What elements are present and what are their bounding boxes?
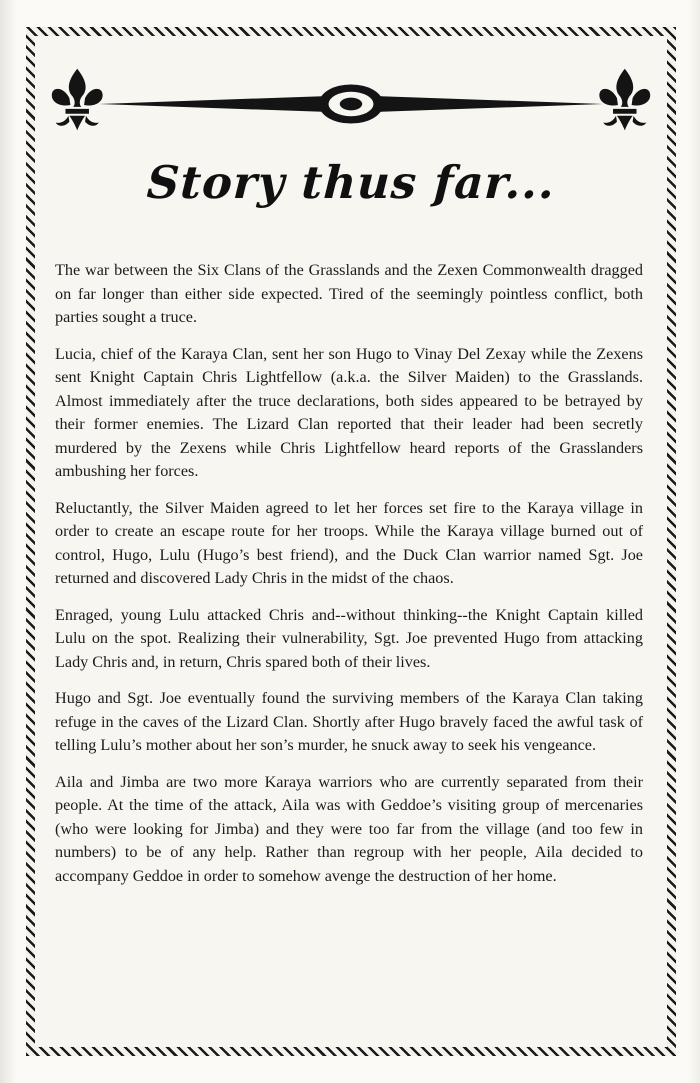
fleur-de-lis-icon: [52, 69, 103, 131]
story-paragraph: Aila and Jimba are two more Karaya warriors who are currently separated from their people. At the time of the attack, Aila was with Geddoe’s visiting group of mercenaries (who were looking for Jimba) and they were too far from the village (and too few in numbers) to be of any help. Rather than regroup with her people, Aila decided to accompany Geddoe in order to somehow avenge the destruction of her home.: [55, 772, 643, 885]
story-section: [55, 259, 643, 888]
fleur-de-lis-icon: [599, 69, 650, 131]
story-paragraph: Enraged, young Lulu attacked Chris and--without thinking--the Knight Captain killed Lulu on the spot. Realizing their vulnerability, Sgt. Joe prevented Hugo from attacking Lady Chris and, in return, Chris spared both of their lives.: [55, 605, 643, 671]
decorative-border: [26, 27, 676, 1056]
page-title: Story thus far...: [145, 156, 557, 209]
story-paragraph: Hugo and Sgt. Joe eventually found the surviving members of the Karaya Clan taking refuge in the caves of the Lizard Clan. Shortly after Hugo bravely faced the awful task of telling Lulu’s mother about her son’s murder, he snuck away to seek his vengeance.: [55, 689, 643, 754]
story-paragraph: Lucia, chief of the Karaya Clan, sent her son Hugo to Vinay Del Zexay while the Zexens sent Knight Captain Chris Lightfellow (a.k.a. the Silver Maiden) to the Grasslands. Almost immediately after the truce declarations, both sides appeared to be betrayed by their former enemies. The Lizard Clan reported that their leader had been secretly murdered by the Zexens while Chris Lightfellow heard reports of the Grasslanders ambushing her forces.: [55, 344, 643, 480]
header-ornament: [45, 60, 657, 148]
eye-ornament-icon: [319, 84, 384, 123]
story-paragraph: Reluctantly, the Silver Maiden agreed to let her forces set fire to the Karaya village in order to create an escape route for her troops. While the Karaya village burned out of control, Hugo, Lulu (Hugo’s best friend), and the Duck Clan warrior named Sgt. Joe returned and discovered Lady Chris in the midst of the chaos.: [55, 498, 643, 587]
story-paragraph: The war between the Six Clans of the Grasslands and the Zexen Commonwealth dragged on far longer than either side expected. Tired of the seemingly pointless conflict, both parties sought a truce.: [55, 261, 643, 326]
page-paper: [35, 36, 667, 1047]
